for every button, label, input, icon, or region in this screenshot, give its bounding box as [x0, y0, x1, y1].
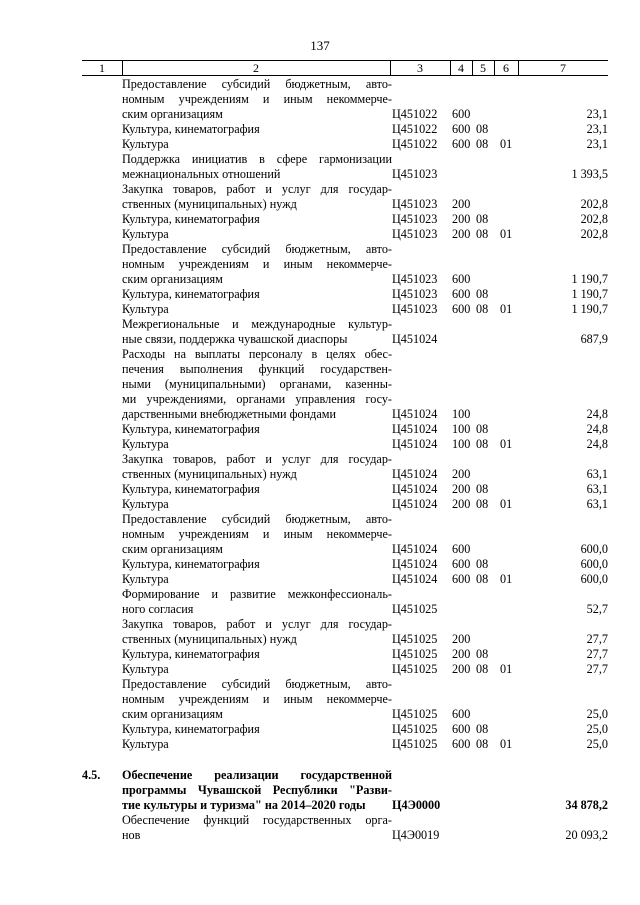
table-row-line	[82, 737, 608, 752]
target-article-code: Ц451023	[392, 197, 438, 211]
section-code: 08	[476, 302, 489, 316]
target-article-code: Ц451024	[392, 557, 438, 571]
expense-type-code: 600	[452, 107, 471, 121]
row-description: ским организациям	[122, 272, 223, 286]
row-description: ного согласия	[122, 602, 194, 616]
row-description: ными (муниципальными) органами, казенны-	[122, 377, 392, 391]
row-description: Закупка товаров, работ и услуг для государ-	[122, 182, 392, 196]
row-description: Культура, кинематография	[122, 482, 260, 496]
amount-value: 600,0	[580, 572, 608, 586]
table-row-line	[82, 137, 608, 152]
target-article-code: Ц451025	[392, 632, 438, 646]
row-description: Предоставление субсидий бюджетным, авто-	[122, 512, 392, 526]
subsection-code: 01	[500, 662, 513, 676]
table-row-line	[82, 512, 608, 527]
row-description: ским организациям	[122, 542, 223, 556]
section-code: 08	[476, 497, 489, 511]
subsection-code: 01	[500, 137, 513, 151]
table-row-line	[82, 437, 608, 452]
row-description: Культура, кинематография	[122, 557, 260, 571]
amount-value: 1 190,7	[571, 272, 608, 286]
amount-value: 52,7	[586, 602, 608, 616]
table-row-line	[82, 422, 608, 437]
row-description: Культура, кинематография	[122, 122, 260, 136]
target-article-code: Ц451022	[392, 107, 438, 121]
row-description: Культура, кинематография	[122, 212, 260, 226]
target-article-code: Ц451023	[392, 287, 438, 301]
row-description: номным учреждениям и иным некоммерче-	[122, 257, 392, 271]
amount-value: 24,8	[586, 437, 608, 451]
table-row-line	[82, 257, 608, 272]
amount-value: 1 393,5	[571, 167, 608, 181]
target-article-code: Ц451025	[392, 662, 438, 676]
section-code: 08	[476, 572, 489, 586]
subsection-code: 01	[500, 572, 513, 586]
subsection-code: 01	[500, 437, 513, 451]
table-row-line	[82, 617, 608, 632]
section-code: 08	[476, 737, 489, 751]
table-row-line	[82, 828, 608, 843]
header-col-6: 6	[503, 61, 509, 75]
row-description: Предоставление субсидий бюджетным, авто-	[122, 77, 392, 91]
row-description: Культура	[122, 437, 169, 451]
amount-value: 600,0	[580, 557, 608, 571]
table-row-line	[82, 347, 608, 362]
row-description: Культура, кинематография	[122, 647, 260, 661]
row-description: ственных (муниципальных) нужд	[122, 197, 297, 211]
amount-value: 27,7	[586, 662, 608, 676]
target-article-code: Ц451025	[392, 737, 438, 751]
table-row-line	[82, 227, 608, 242]
expense-type-code: 600	[452, 722, 471, 736]
table-row-line	[82, 798, 608, 813]
section-code: 08	[476, 212, 489, 226]
table-row-line	[82, 377, 608, 392]
row-description: Культура	[122, 227, 169, 241]
amount-value: 23,1	[586, 122, 608, 136]
row-description: Культура, кинематография	[122, 287, 260, 301]
section-code: 08	[476, 287, 489, 301]
target-article-code: Ц451024	[392, 422, 438, 436]
target-article-code: Ц451023	[392, 167, 438, 181]
row-description: Культура	[122, 497, 169, 511]
table-row-line	[82, 677, 608, 692]
target-article-code: Ц451024	[392, 437, 438, 451]
expense-type-code: 600	[452, 707, 471, 721]
row-description: номным учреждениям и иным некоммерче-	[122, 692, 392, 706]
section-code: 08	[476, 482, 489, 496]
row-description: нов	[122, 828, 141, 842]
amount-value: 24,8	[586, 407, 608, 421]
row-description: ми учреждениями, органами управления госу-	[122, 392, 392, 406]
row-description: Культура, кинематография	[122, 422, 260, 436]
table-row-line	[82, 662, 608, 677]
amount-value: 27,7	[586, 647, 608, 661]
target-article-code: Ц451024	[392, 332, 438, 346]
row-description: Культура	[122, 572, 169, 586]
row-description: Расходы на выплаты персоналу в целях обес-	[122, 347, 392, 361]
table-header	[82, 60, 608, 76]
table-row-line	[82, 647, 608, 662]
row-description: Предоставление субсидий бюджетным, авто-	[122, 677, 392, 691]
expense-type-code: 600	[452, 272, 471, 286]
amount-value: 202,8	[580, 197, 608, 211]
amount-value: 23,1	[586, 107, 608, 121]
amount-value: 20 093,2	[565, 828, 608, 842]
expense-type-code: 100	[452, 422, 471, 436]
expense-type-code: 200	[452, 482, 471, 496]
table-row-line	[82, 632, 608, 647]
table-row-line	[82, 392, 608, 407]
table-row-line	[82, 602, 608, 617]
target-article-code: Ц451024	[392, 407, 438, 421]
target-article-code: Ц451024	[392, 482, 438, 496]
row-description: ским организациям	[122, 707, 223, 721]
target-article-code: Ц451023	[392, 212, 438, 226]
expense-type-code: 100	[452, 437, 471, 451]
table-row-line	[82, 768, 608, 783]
target-article-code: Ц451023	[392, 227, 438, 241]
expense-type-code: 200	[452, 662, 471, 676]
expense-type-code: 600	[452, 287, 471, 301]
amount-value: 34 878,2	[565, 798, 608, 812]
table-row-line	[82, 783, 608, 798]
table-row-line	[82, 722, 608, 737]
target-article-code: Ц451025	[392, 722, 438, 736]
row-description: Закупка товаров, работ и услуг для государ-	[122, 617, 392, 631]
row-description: Поддержка инициатив в сфере гармонизации	[122, 152, 392, 166]
amount-value: 63,1	[586, 482, 608, 496]
table-row-line	[82, 197, 608, 212]
table-row-line	[82, 707, 608, 722]
table-row-line	[82, 242, 608, 257]
row-description: дарственными внебюджетными фондами	[122, 407, 336, 421]
target-article-code: Ц451024	[392, 467, 438, 481]
subsection-code: 01	[500, 497, 513, 511]
expense-type-code: 200	[452, 632, 471, 646]
table-row-line	[82, 587, 608, 602]
row-description: Культура, кинематография	[122, 722, 260, 736]
header-col-2: 2	[253, 61, 259, 75]
row-description: ственных (муниципальных) нужд	[122, 467, 297, 481]
row-description: Обеспечение реализации государственной	[122, 768, 392, 782]
row-description: ные связи, поддержка чувашской диаспоры	[122, 332, 348, 346]
row-description: Обеспечение функций государственных орга-	[122, 813, 392, 827]
table-row-line	[82, 527, 608, 542]
amount-value: 24,8	[586, 422, 608, 436]
section-number: 4.5.	[82, 768, 101, 782]
expense-type-code: 200	[452, 497, 471, 511]
row-description: Культура	[122, 737, 169, 751]
expense-type-code: 600	[452, 737, 471, 751]
row-description: Межрегиональные и международные культур-	[122, 317, 392, 331]
table-row-line	[82, 813, 608, 828]
row-description: Культура	[122, 137, 169, 151]
header-col-4: 4	[458, 61, 464, 75]
table-row-line	[82, 482, 608, 497]
header-col-7: 7	[560, 61, 566, 75]
row-description: ским организациям	[122, 107, 223, 121]
page-number: 137	[310, 38, 330, 53]
row-description: тие культуры и туризма" на 2014–2020 годы	[122, 798, 366, 812]
table-row-line	[82, 287, 608, 302]
expense-type-code: 200	[452, 212, 471, 226]
amount-value: 202,8	[580, 212, 608, 226]
amount-value: 1 190,7	[571, 287, 608, 301]
table-row-line	[82, 167, 608, 182]
target-article-code: Ц451022	[392, 122, 438, 136]
target-article-code: Ц4Э0000	[392, 798, 441, 812]
section-gap	[82, 752, 608, 768]
subsection-code: 01	[500, 302, 513, 316]
table-row-line	[82, 317, 608, 332]
section-code: 08	[476, 137, 489, 151]
table-row-line	[82, 92, 608, 107]
table-row-line	[82, 122, 608, 137]
amount-value: 600,0	[580, 542, 608, 556]
row-description: Закупка товаров, работ и услуг для государ-	[122, 452, 392, 466]
target-article-code: Ц451025	[392, 647, 438, 661]
section-code: 08	[476, 227, 489, 241]
table-row-line	[82, 542, 608, 557]
row-description: Предоставление субсидий бюджетным, авто-	[122, 242, 392, 256]
expense-type-code: 600	[452, 572, 471, 586]
amount-value: 27,7	[586, 632, 608, 646]
target-article-code: Ц451025	[392, 602, 438, 616]
row-description: Культура	[122, 662, 169, 676]
section-code: 08	[476, 557, 489, 571]
table-row-line	[82, 497, 608, 512]
target-article-code: Ц451024	[392, 542, 438, 556]
subsection-code: 01	[500, 737, 513, 751]
amount-value: 23,1	[586, 137, 608, 151]
target-article-code: Ц451022	[392, 137, 438, 151]
amount-value: 202,8	[580, 227, 608, 241]
row-description: Формирование и развитие межконфессиональ-	[122, 587, 392, 601]
row-description: номным учреждениям и иным некоммерче-	[122, 527, 392, 541]
amount-value: 63,1	[586, 497, 608, 511]
target-article-code: Ц451023	[392, 272, 438, 286]
table-row-line	[82, 77, 608, 92]
row-description: номным учреждениям и иным некоммерче-	[122, 92, 392, 106]
table-row-line	[82, 212, 608, 227]
section-code: 08	[476, 722, 489, 736]
amount-value: 25,0	[586, 737, 608, 751]
header-col-5: 5	[480, 61, 486, 75]
section-code: 08	[476, 662, 489, 676]
target-article-code: Ц4Э0019	[392, 828, 440, 842]
row-description: ственных (муниципальных) нужд	[122, 632, 297, 646]
amount-value: 25,0	[586, 707, 608, 721]
expense-type-code: 200	[452, 647, 471, 661]
target-article-code: Ц451025	[392, 707, 438, 721]
target-article-code: Ц451024	[392, 572, 438, 586]
section-code: 08	[476, 122, 489, 136]
section-code: 08	[476, 437, 489, 451]
table-row-line	[82, 272, 608, 287]
target-article-code: Ц451024	[392, 497, 438, 511]
section-code: 08	[476, 647, 489, 661]
header-col-1: 1	[99, 61, 105, 75]
subsection-code: 01	[500, 227, 513, 241]
target-article-code: Ц451023	[392, 302, 438, 316]
expense-type-code: 600	[452, 557, 471, 571]
table-row-line	[82, 332, 608, 347]
row-description: межнациональных отношений	[122, 167, 281, 181]
expense-type-code: 200	[452, 197, 471, 211]
expense-type-code: 600	[452, 122, 471, 136]
expense-type-code: 200	[452, 227, 471, 241]
table-row-line	[82, 452, 608, 467]
table-row-line	[82, 107, 608, 122]
section-code: 08	[476, 422, 489, 436]
expense-type-code: 200	[452, 467, 471, 481]
row-description: программы Чувашской Республики "Разви-	[122, 783, 392, 797]
header-col-3: 3	[417, 61, 423, 75]
row-description: Культура	[122, 302, 169, 316]
expense-type-code: 600	[452, 542, 471, 556]
amount-value: 1 190,7	[571, 302, 608, 316]
table-row-line	[82, 152, 608, 167]
amount-value: 687,9	[580, 332, 608, 346]
expense-type-code: 100	[452, 407, 471, 421]
amount-value: 63,1	[586, 467, 608, 481]
amount-value: 25,0	[586, 722, 608, 736]
table-row-line	[82, 467, 608, 482]
table-row-line	[82, 302, 608, 317]
row-description: печения выполнения функций государствен-	[122, 362, 392, 376]
expense-type-code: 600	[452, 137, 471, 151]
expense-type-code: 600	[452, 302, 471, 316]
table-row-line	[82, 182, 608, 197]
table-row-line	[82, 362, 608, 377]
table-row-line	[82, 572, 608, 587]
table-row-line	[82, 407, 608, 422]
table-row-line	[82, 557, 608, 572]
table-row-line	[82, 692, 608, 707]
table-body	[82, 77, 608, 843]
